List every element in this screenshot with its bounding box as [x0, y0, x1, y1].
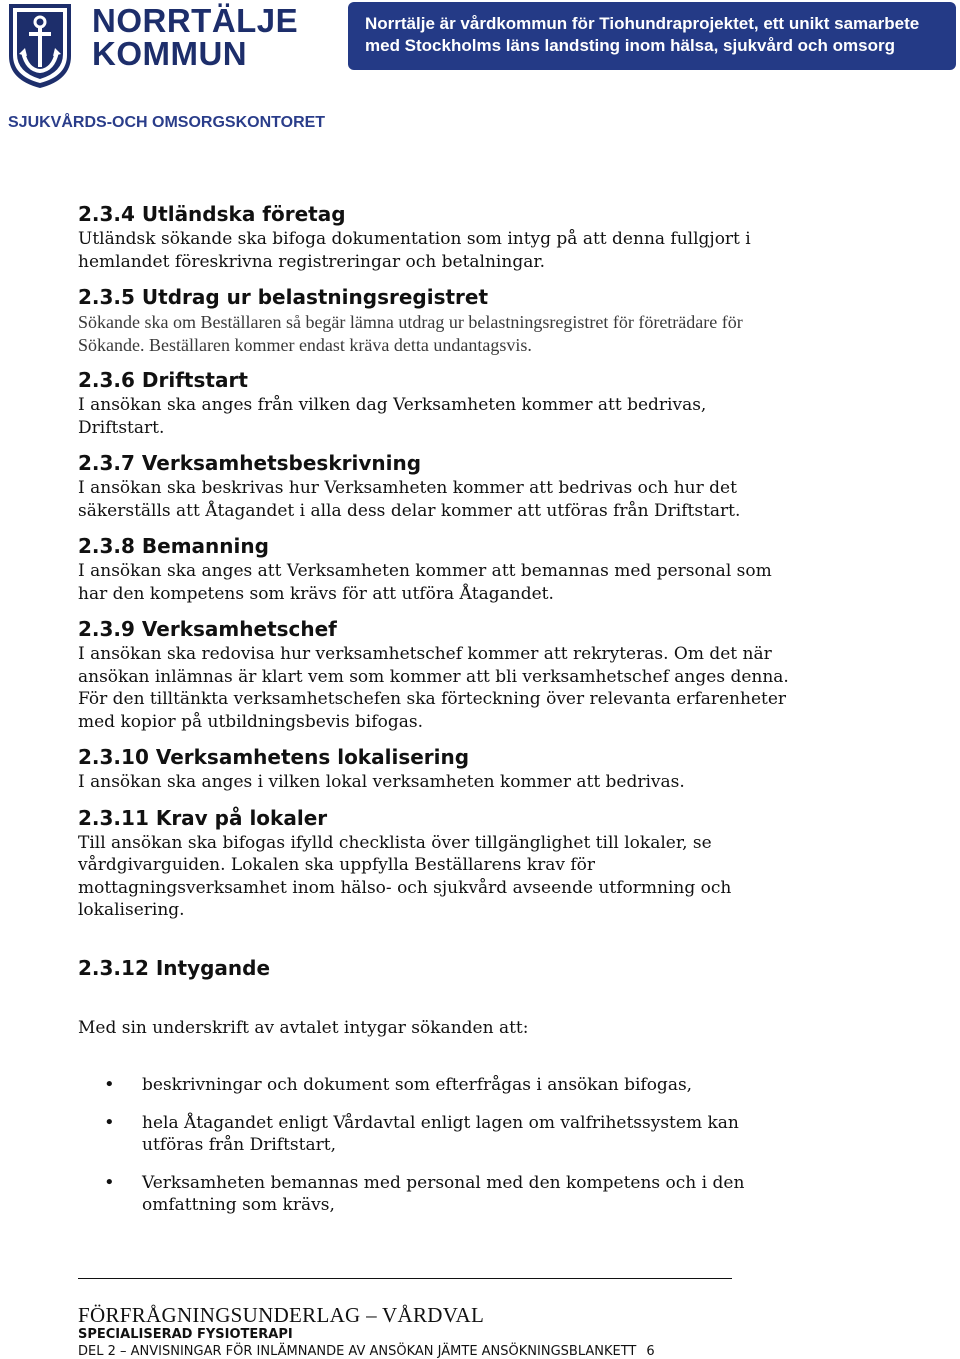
section-heading: 2.3.9 Verksamhetschef	[78, 617, 337, 641]
section-heading: 2.3.7 Verksamhetsbeskrivning	[78, 451, 422, 475]
section-bemanning	[78, 533, 798, 605]
office-name: SJUKVÅRDS-OCH OMSORGSKONTORET	[8, 114, 326, 131]
section-body: I ansökan ska beskrivas hur Verksamheten kommer att bedrivas och hur det säkerställs att Åtagandet i alla dess delar kommer att utföras från Driftstart.	[78, 478, 741, 521]
footer-title: FÖRFRÅGNINGSUNDERLAG – VÅRDVAL	[78, 1303, 485, 1327]
banner-line-2: med Stockholms läns landsting inom hälsa, sjukvård och omsorg	[365, 36, 895, 55]
section-heading: 2.3.11 Krav på lokaler	[78, 805, 328, 830]
section-verksamhetschef	[78, 616, 798, 733]
section-body: Till ansökan ska bifogas ifylld checklista över tillgänglighet till lokaler, se vårdgivarguiden. Lokalen ska uppfylla Beställarens krav för mottagningsverksamhet inom hälso- och sjukvård avseende utformning och lokalisering.	[78, 832, 732, 920]
municipality-wordmark	[92, 4, 298, 70]
wordmark-line-2: KOMMUN	[92, 35, 248, 72]
section-lokalisering	[78, 744, 798, 794]
footer-part-line	[78, 1344, 655, 1359]
list-item: • beskrivningar och dokument som efterfrågas i ansökan bifogas,	[78, 1074, 798, 1097]
section-belastningsregistret	[78, 284, 798, 356]
section-body: I ansökan ska redovisa hur verksamhetschef kommer att rekryteras. Om det när ansökan inlämnas är klart vem som kommer att bli verksamhetschef anges denna. För den tilltänkta verksamhetschefen ska förteckning över relevanta erfarenheter med kopior på utbildningsbevis bifogas.	[78, 644, 789, 732]
list-item: • hela Åtagandet enligt Vårdavtal enligt lagen om valfrihetssystem kan utföras från Driftstart,	[78, 1112, 798, 1157]
section-intygande	[78, 955, 798, 1217]
section-body: I ansökan ska anges att Verksamheten kommer att bemannas med personal som har den kompetens som krävs för att utföra Åtagandet.	[78, 561, 772, 604]
section-heading: 2.3.10 Verksamhetens lokalisering	[78, 745, 470, 769]
intygande-list	[78, 1074, 798, 1217]
section-heading: 2.3.6 Driftstart	[78, 368, 248, 392]
document-body	[78, 201, 798, 1232]
section-utlandska-foretag	[78, 201, 798, 273]
footer-divider	[78, 1278, 732, 1279]
section-body: I ansökan ska anges från vilken dag Verksamheten kommer att bedrivas, Driftstart.	[78, 395, 707, 438]
section-heading: 2.3.8 Bemanning	[78, 534, 269, 558]
footer-subtitle: SPECIALISERAD FYSIOTERAPI	[78, 1327, 293, 1342]
section-verksamhetsbeskrivning	[78, 450, 798, 522]
header-banner	[348, 2, 956, 70]
footer-part-label: DEL 2 – ANVISNINGAR FÖR INLÄMNANDE AV ANSÖKAN JÄMTE ANSÖKNINGSBLANKETT	[78, 1344, 637, 1359]
section-body: Utländsk sökande ska bifoga dokumentation som intyg på att denna fullgjort i hemlandet föreskrivna registreringar och betalningar.	[78, 229, 751, 272]
section-heading: 2.3.12 Intygande	[78, 955, 271, 980]
section-heading: 2.3.4 Utländska företag	[78, 202, 346, 226]
section-heading: 2.3.5 Utdrag ur belastningsregistret	[78, 285, 489, 309]
municipality-anchor-logo	[5, 2, 75, 90]
wordmark-line-1: NORRTÄLJE	[92, 2, 299, 39]
section-body: I ansökan ska anges i vilken lokal verksamheten kommer att bedrivas.	[78, 772, 685, 792]
page-number: 6	[646, 1344, 655, 1359]
banner-line-1: Norrtälje är vårdkommun för Tiohundraprojektet, ett unikt samarbete	[365, 14, 920, 33]
intygande-intro: Med sin underskrift av avtalet intygar sökanden att:	[78, 1017, 529, 1038]
section-driftstart	[78, 367, 798, 439]
section-krav-pa-lokaler	[78, 805, 798, 922]
list-item: • Verksamheten bemannas med personal med den kompetens och i den omfattning som krävs,	[78, 1172, 798, 1217]
section-body: Sökande ska om Beställaren så begär lämna utdrag ur belastningsregistret för företrädare för Sökande. Beställaren kommer endast kräva detta undantagsvis.	[78, 312, 743, 355]
